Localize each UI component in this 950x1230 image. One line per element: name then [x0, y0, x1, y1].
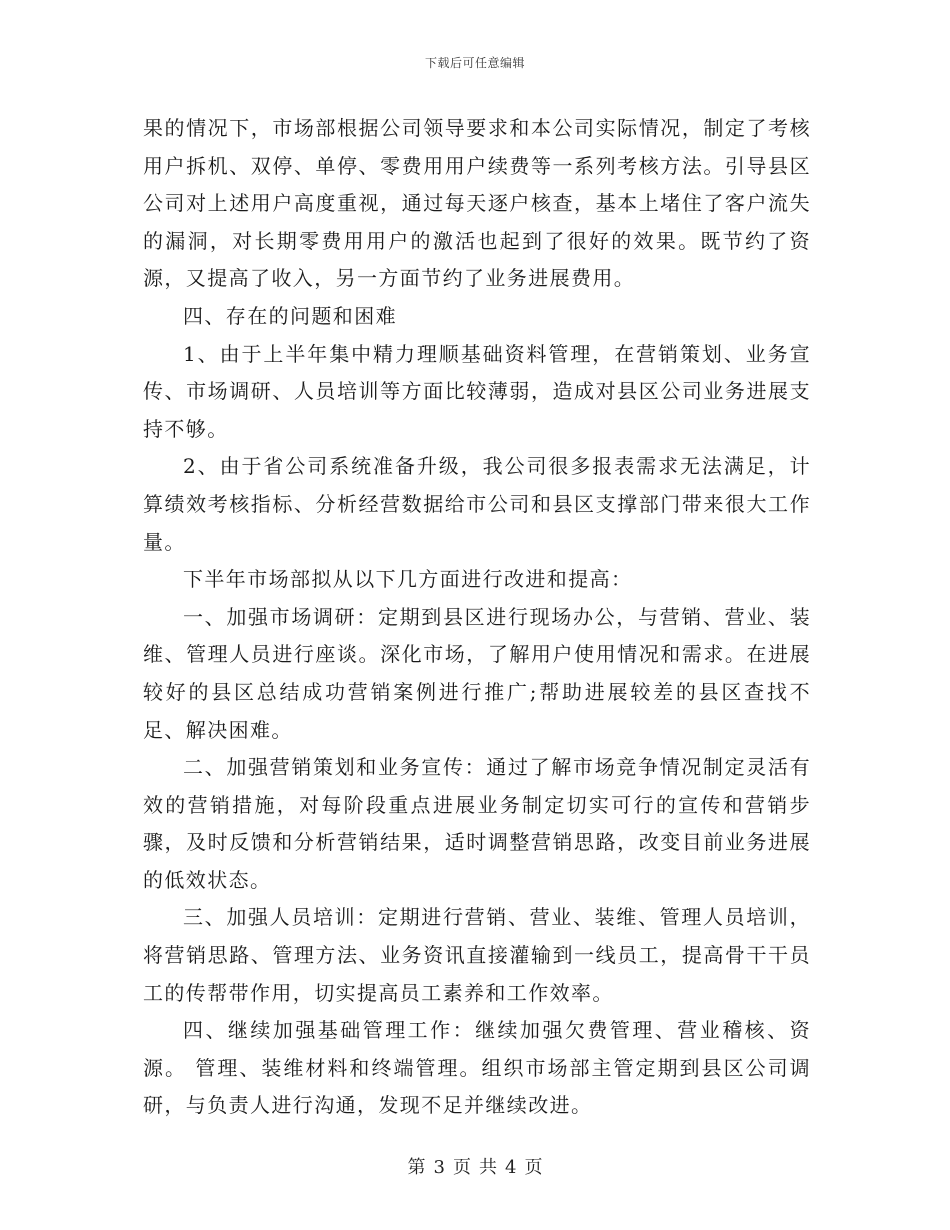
- paragraph-plan-3: 三、加强人员培训：定期进行营销、营业、装维、管理人员培训，将营销思路、管理方法、业务资讯直接灌输到一线员工，提高骨干干员工的传帮带作用，切实提高员工素养和工作效率。: [143, 905, 811, 1005]
- document-body: [143, 110, 811, 1125]
- paragraph-problem-2: 2、由于省公司系统准备升级，我公司很多报表需求无法满足，计算绩效考核指标、分析经营数据给市公司和县区支撑部门带来很大工作量。: [143, 454, 811, 554]
- total-pages-number: 4: [505, 1157, 517, 1178]
- paragraph-problem-1: 1、由于上半年集中精力理顺基础资料管理，在营销策划、业务宣传、市场调研、人员培训等方面比较薄弱，造成对县区公司业务进展支持不够。: [143, 341, 811, 441]
- section-heading-problems: 四、存在的问题和困难: [183, 303, 397, 328]
- paragraph-plan-4: 四、继续加强基础管理工作：继续加强欠费管理、营业稽核、资源。 管理、装维材料和终端管理。组织市场部主管定期到县区公司调研，与负责人进行沟通，发现不足并继续改进。: [143, 1018, 811, 1118]
- total-label: 共: [479, 1157, 497, 1178]
- page-header-note: 下载后可任意编辑: [424, 56, 525, 70]
- current-page-number: 3: [433, 1157, 445, 1178]
- paragraph-continuation: 果的情况下，市场部根据公司领导要求和本公司实际情况，制定了考核用户拆机、双停、单停、零费用用户续费等一系列考核方法。引导县区公司对上述用户高度重视，通过每天逐户核查，基本上堵住了客户流失的漏洞，对长期零费用用户的激活也起到了很好的效果。既节约了资源，又提高了收入，另一方面节约了业务进展费用。: [143, 116, 811, 291]
- page-label-prefix: 第: [407, 1157, 426, 1178]
- page-label-mid: 页: [453, 1157, 471, 1178]
- page-label-suffix: 页: [524, 1157, 543, 1178]
- paragraph-plan-2: 二、加强营销策划和业务宣传：通过了解市场竞争情况制定灵活有效的营销措施，对每阶段重点进展业务制定切实可行的宣传和营销步骤，及时反馈和分析营销结果，适时调整营销思路，改变目前业务进展的低效状态。: [143, 755, 811, 892]
- paragraph-plan-1: 一、加强市场调研：定期到县区进行现场办公，与营销、营业、装维、管理人员进行座谈。深化市场，了解用户使用情况和需求。在进展较好的县区总结成功营销案例进行推广;帮助进展较差的县区查找不足、解决困难。: [143, 604, 811, 742]
- page-footer: [0, 1153, 950, 1179]
- paragraph-plan-intro: 下半年市场部拟从以下几方面进行改进和提高：: [183, 567, 633, 592]
